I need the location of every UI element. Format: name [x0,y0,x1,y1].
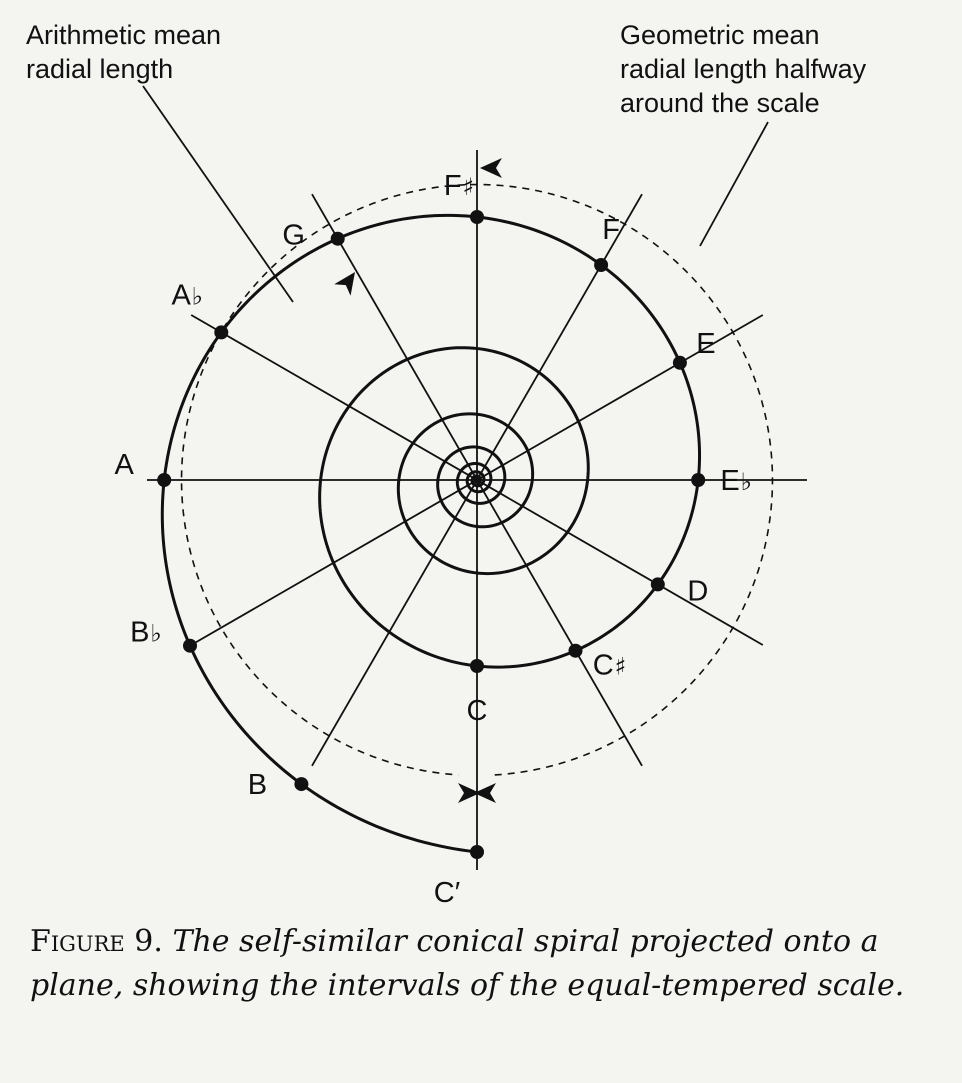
note-dots-group [157,210,705,859]
arithmetic-mean-leader-line [143,86,293,302]
geometric-mean-label-line2: radial length halfway [620,54,867,84]
note-dot [183,639,197,653]
geometric-mean-leader-line [700,122,768,246]
outer-spiral-turn [162,215,699,852]
note-label: G [282,219,305,252]
note-dot [157,473,171,487]
caption-figure-label: Figure 9. [30,924,163,959]
note-label: B [247,769,268,802]
note-dot [294,777,308,791]
dashed-arrowhead [334,266,363,295]
note-label: D [687,575,709,608]
note-dot [569,644,583,658]
note-label: C [466,695,488,727]
caption-text: The self-similar conical spiral projected onto a plane, showing the intervals of the equal-tempered scale. [30,924,905,1003]
note-label: A [114,449,134,481]
note-dot [691,473,705,487]
inner-spiral-path [320,348,589,666]
note-label: E [696,327,716,360]
note-dot [470,210,484,224]
note-dot [331,232,345,246]
arithmetic-mean-label-line2: radial length [26,54,174,84]
note-label: F [602,214,620,246]
note-label: B♭ [130,616,162,649]
note-dot [651,577,665,591]
spokes-group [147,150,807,870]
note-label: F♯ [443,170,475,202]
note-dot [214,325,228,339]
figure-caption [30,920,930,1008]
note-label: A♭ [171,279,204,312]
note-label: C′ [433,877,461,909]
note-label: C♯ [592,649,627,682]
top-arrowhead [480,158,502,178]
inner-spiral-turns [320,348,589,666]
note-labels-group [115,170,753,909]
note-dot [673,356,687,370]
note-dot [470,845,484,859]
geometric-mean-label-line3: around the scale [620,88,820,118]
geometric-mean-label-line1: Geometric mean [620,20,820,50]
note-label: E♭ [720,465,753,497]
arithmetic-mean-label-line1: Arithmetic mean [26,20,222,50]
note-dot [470,659,484,673]
note-dot [594,258,608,272]
